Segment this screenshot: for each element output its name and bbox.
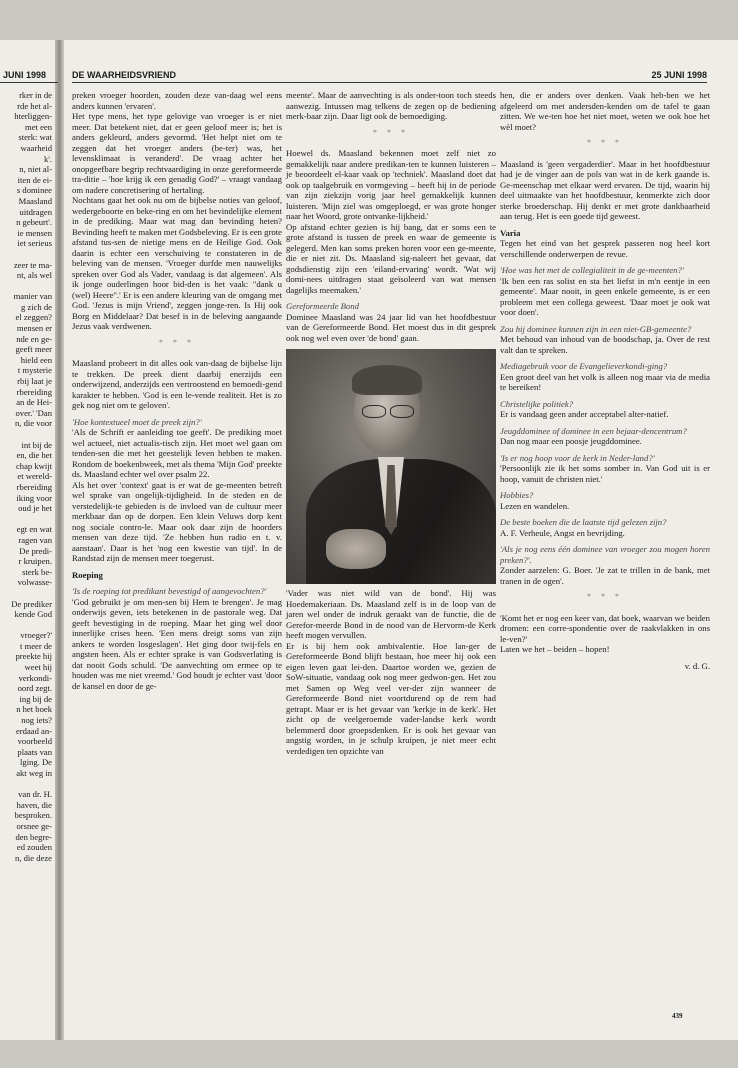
section-separator: * * *: [587, 592, 623, 601]
text-fragment: chap kwijt: [15, 460, 52, 471]
text-fragment: voorbeeld: [17, 736, 52, 747]
section-separator: * * *: [159, 337, 195, 347]
issue-date: 25 JUNI 1998: [651, 70, 707, 80]
text-fragment: el zeggen?: [15, 312, 52, 323]
interview-question: 'Als je nog eens één dominee van vroeger zou mogen horen preken?'.: [500, 544, 710, 565]
paragraph: Als het over 'context' gaat is er wat de ge-meenten betreft wel sprake van ongelijk-tijdigheid. In de steden en de verstedelijk-te gebieden is de invloed van de cultuur meer merkbaar dan op de dorpen. Een klein Veluws dorp kent nog sociale contro-le. Maar ook daar zijn de hoorders mensen van deze tijd. 'Ze hebben hun radio en t. v. aanstaan'. Daar is het 'nog een kwestie van tijd'. In de Randstad zijn de mensen meer toegerust.: [72, 479, 282, 563]
text-fragment: kende God: [14, 609, 52, 620]
glasses-shape: [360, 405, 416, 417]
paragraph: Lezen en wandelen.: [500, 500, 570, 511]
paragraph: Het type mens, het type gelovige van vroeger is er niet meer. Dat betekent niet, dat er geen geloof meer is; het is anders gekleurd, anders gevormd. 'Het helpt niet om te zeggen dat het vroeger anders (be-ter) was, het levensklimaat is veranderd'. De vraag achter het onopgeefbare begrip rechtvaardiging in onze gereformeerde tra-ditie – 'hoe krijg ik een genadig God?' – vraagt vandaag om nadere concretisering of hertaling.: [72, 111, 282, 195]
text-fragment: rde het al-: [17, 100, 52, 111]
text-fragment: rbij laat je: [17, 376, 52, 387]
paragraph: 'Vader was niet wild van de bond'. Hij was Hoedemakeriaan. Ds. Maasland zelf is in de loop van de jaren wel onder de indruk geraakt van de functie, die de Gerefor-meerde Bond in de nood van de Hervorm-de Kerk heeft mogen vervullen.: [286, 588, 496, 640]
interview-question: 'Is de roeping tot predikant bevestigd of aangevochten?': [72, 586, 267, 596]
paragraph: Maasland is 'geen vergaderdier'. Maar in het hoofdbestuur had je de vinger aan de pols van wat in de kerk gaande is. Ge-meenschap met elkaar werd ervaren. De tijd, waarin hij deel uitmaakte van het hoofdbestuur, kenmerkte zich door sterke broederschap. Hij denkt er met grote dankbaarheid aan terug. Het is een goede tijd geweest.: [500, 158, 710, 221]
text-fragment: egt en wat: [16, 524, 52, 535]
text-fragment: met een: [25, 121, 52, 132]
section-separator: * * *: [373, 127, 409, 137]
page-header: [72, 70, 707, 83]
paragraph: preken vroeger hoorden, zouden deze van-daag wel eens anders kunnen 'ervaren'.: [72, 90, 282, 111]
text-fragment: rker in de: [19, 90, 52, 100]
hand-shape: [326, 529, 386, 569]
text-fragment: geeft meer: [15, 344, 52, 355]
text-fragment: nde en ge-: [16, 333, 52, 344]
text-fragment: ragen van: [18, 534, 52, 545]
paragraph: hen, die er anders over denken. Vaak heb-ben we het afgeleerd om met andersden-kenden om de tafel te gaan zitten. We we-ten hoe het niet moet, weten we ook hoe het wèl moet?: [500, 90, 710, 132]
text-fragment: k'.: [44, 153, 52, 164]
paragraph: Dominee Maasland was 24 jaar lid van het hoofdbestuur van de Gereformeerde Bond. Het moest dus in dit gesprek ook nog wel even over 'de bond' gaan.: [286, 311, 496, 343]
text-fragment: oud je het: [18, 503, 52, 514]
text-fragment: [0, 779, 52, 790]
text-fragment: Maasland: [18, 195, 52, 206]
paragraph: Maasland probeert in dit alles ook van-daag de bijbelse lijn te trekken. De preek dient daarbij enerzijds een onderwijzend, anderzijds een vertroostend en bemoedi-gend karakter te hebben. 'God is een le-vende realiteit. Het is zo gek nog niet om te geloven'.: [72, 358, 282, 410]
interview-question: 'Hoe kontextueel moet de preek zijn?': [72, 416, 202, 427]
text-fragment: t mysterie: [17, 365, 52, 376]
column-2: [286, 90, 496, 756]
interview-question: De beste boeken die de laatste tijd gelezen zijn?: [500, 517, 667, 527]
text-fragment: [0, 588, 52, 599]
hair-shape: [352, 365, 422, 395]
paragraph: meente'. Maar de aanvechting is als onder-toon toch steeds aanwezig. Intussen mag telkens de zegen op de bediening merk-baar zijn. Daar ligt ook de bemoediging.: [286, 90, 496, 121]
section-heading: Varia: [500, 227, 521, 238]
paragraph: 'Komt het er nog een keer van, dat boek, waarvan we beiden dromen: een corre-spondentie over de raakvlakken in ons le-ven?': [500, 612, 710, 644]
text-fragment: en, die het: [16, 450, 52, 461]
paragraph: Nochtans gaat het ook nu om de bijbelse noties van geloof, wedergeboorte en beke-ring en om het bevindelijke element in de prediking. Maar wat mag dan bevinding heten? Bevinding heeft te maken met Godsbeleving. Er is een grote afstand tus-sen de nietige mens en de Heilige God. Ook daarin is echter een verschuiving te constateren in de beleving van de mensen. 'Vroeger durfde men nauwelijks spreken over God als Vader, vandaag is dat algemeen'. Als ik jonge ouderlingen hoor bid-den is het vaak: "dank u (wel) Heere".' Er is een andere kleuring van de omgang met God. 'Jezus is mijn Vriend', zeggen jonge-ren. Is Hij ook Borg en Middelaar? Dat besef is in de beleving aangaande Jezus vaak verdwenen.: [72, 195, 282, 331]
text-fragment: zeer te ma-: [13, 259, 52, 270]
interview-question: Christelijke politiek?: [500, 398, 574, 409]
interview-question: Mediagebruik voor de Evangelieverkondi-ging?: [500, 361, 668, 371]
text-fragment: [0, 281, 52, 292]
text-fragment: ing bij de: [19, 693, 52, 704]
text-fragment: plaats van: [17, 746, 52, 757]
section-separator: * * *: [587, 138, 623, 147]
paragraph: 'Persoonlijk zie ik het soms somber in. Van God uit is er hoop, vanuit de christen niet.': [500, 463, 710, 484]
text-fragment: van dr. H.: [18, 789, 52, 800]
text-fragment: hterliggen-: [14, 111, 52, 122]
text-fragment: besproken.: [14, 810, 52, 821]
binding-gutter: [55, 40, 64, 1040]
paragraph: Laten we het – beiden – hopen!: [500, 644, 610, 654]
text-fragment: t meer de: [20, 640, 52, 651]
text-fragment: n gebeurt'.: [16, 217, 52, 228]
text-fragment: n het boek: [16, 704, 52, 715]
text-fragment: [0, 514, 52, 525]
column-3: [500, 90, 710, 671]
text-fragment: De predi-: [19, 545, 52, 556]
text-fragment: De prediker: [11, 598, 52, 609]
text-fragment: rbereiding: [16, 386, 52, 397]
text-fragment: n, die voor: [15, 418, 52, 429]
paragraph: Tegen het eind van het gesprek passeren nog heel kort verschillende onderwerpen de revue.: [500, 238, 710, 259]
magazine-title: DE WAARHEIDSVRIEND: [72, 70, 177, 80]
text-fragment: hield een: [20, 354, 52, 365]
text-fragment: preekte hij: [15, 651, 52, 662]
text-fragment: vroeger?': [20, 630, 52, 641]
paragraph: Dan nog maar een poosje jeugddominee.: [500, 436, 642, 446]
page-number: 439: [672, 1012, 683, 1020]
text-fragment: int bij de: [21, 439, 52, 450]
text-fragment: uitdragen: [19, 206, 52, 217]
column-1: [72, 90, 282, 691]
text-fragment: ed zouden: [16, 842, 52, 853]
paragraph: Met behoud van inhoud van de boodschap, ja. Over de rest valt dan te spreken.: [500, 334, 710, 355]
text-fragment: weet hij: [24, 662, 52, 673]
paragraph: Hoewel ds. Maasland bekennen moet zelf niet zo gemakkelijk naar andere predikan-ten te kunnen luisteren – je beoordeelt el-kaar vaak op 'techniek'. Maasland doet dat ook op taalgebruik en vormgeving – heeft hij in de periode van zijn ziekzijn vorig jaar heel gemakkelijk kunnen luisteren. 'Mijn ziel was omgeploegd, er was grote honger naar het Woord, grote ontvanke-lijkheid.': [286, 148, 496, 221]
text-fragment: den begre-: [15, 831, 52, 842]
text-fragment: volwasse-: [17, 577, 52, 588]
text-fragment: orsnee ge-: [16, 820, 52, 831]
text-fragment: [0, 249, 52, 260]
text-fragment: mensen er: [16, 323, 52, 334]
section-subheading: Gereformeerde Bond: [286, 301, 359, 311]
text-fragment: manier van: [13, 291, 52, 302]
text-fragment: s dominee: [16, 185, 52, 196]
text-fragment: haven, die: [16, 799, 52, 810]
left-page-header: JUNI 1998: [0, 70, 58, 83]
text-fragment: ie mensen: [17, 227, 52, 238]
paragraph: Een groot deel van het volk is alleen nog maar via de media te bereiken!: [500, 371, 710, 392]
text-fragment: [0, 429, 52, 440]
text-fragment: iten de ei-: [17, 174, 52, 185]
text-fragment: over.' 'Dan: [15, 407, 52, 418]
text-fragment: rbereiding: [16, 481, 52, 492]
interview-question: Zou hij dominee kunnen zijn in een niet-GB-gemeente?: [500, 323, 692, 334]
paragraph: Zonder aarzelen: G. Boer. 'Je zat te trillen in de bank, met tranen in de ogen'.: [500, 565, 710, 586]
left-page-fragments: [0, 90, 52, 863]
portrait-photo: [286, 349, 496, 584]
text-fragment: lging. De: [20, 757, 52, 768]
text-fragment: n, niet al-: [19, 164, 52, 175]
text-fragment: iking voor: [16, 492, 52, 503]
paragraph: 'Ik ben een ras solist en sta het liefst in m'n eentje in een gemeente'. Maar nooit, in geen enkele gemeente, is er een probleem met een collega geweest. 'Daar moet je ook wat voor doen'.: [500, 275, 710, 317]
text-fragment: sterk be-: [22, 566, 52, 577]
text-fragment: erdaad an-: [15, 725, 52, 736]
text-fragment: waarheid: [20, 142, 52, 153]
text-fragment: verkondi-: [18, 672, 52, 683]
section-heading: Roeping: [72, 569, 103, 580]
interview-question: Jeugddominee of dominee in een bejaar-dencentrum?: [500, 425, 687, 436]
paragraph: Op afstand echter gezien is hij bang, dat er soms een te grote afstand is tussen de preek en waar de gemeente is gelegerd. Men kan soms preken horen voor een ge-meente, die er niet zit. Ds. Maasland sig-naleert het gevaar, dat godsdienstig zijn een 'eiland-ervaring' wordt. 'Wat wij domi-nees uitdragen staat geïsoleerd van wat mensen dagelijks meemaken.': [286, 221, 496, 295]
paragraph: Er is bij hem ook ambivalentie. Hoe lan-ger de Gereformeerde Bond blijft bestaan, hoe meer hij ook een eigen leven gaat lei-den. Daartoe worden we, gezien de SoW-situatie, vandaag ook nog meer gedwon-gen. Het zou met Samen op Weg veel ver-der zijn wanneer de Gereformeerde Bond niet voortdurend op de rem had getrapt. Maar er is het gevaar van 'kerkje in de kerk'. Het zicht op de veelgeroemde vader-landse kerk wordt belemmerd door groepsdenken. Er is ook het gevaar van angstig worden, in je schulp kruipen, je niet meer echt verdedigen ten opzichte van: [286, 640, 496, 756]
paragraph: A. F. Verheule, Angst en bevrijding.: [500, 527, 625, 538]
text-fragment: g zich de: [20, 301, 52, 312]
interview-question: 'Hoe was het met de collegialiteit in de ge-meenten?': [500, 265, 684, 275]
text-fragment: oord zegt.: [17, 683, 52, 694]
text-fragment: akt weg in: [16, 768, 52, 778]
text-fragment: iet serieus: [17, 238, 52, 249]
text-fragment: sterk: wat: [18, 132, 52, 143]
paragraph: Er is vandaag geen ander acceptabel alter-natief.: [500, 409, 669, 419]
text-fragment: et wereld-: [17, 471, 52, 482]
text-fragment: n, die deze: [15, 852, 52, 863]
text-fragment: [0, 620, 52, 631]
author-signature: v. d. G.: [684, 660, 710, 671]
interview-question: Hobbies?: [500, 490, 534, 500]
interview-question: 'Is er nog hoop voor de kerk in Neder-land?': [500, 452, 655, 463]
paragraph: 'God gebruikt je om men-sen bij Hem te brengen'. Je mag onderwijs geven, iets betekenen in de pastorale weg. Dat geeft bevestiging in de roeping. Maar het ging wel door innerlijke crises heen. 'Een mens dreigt soms van zijn ankers te worden losgeslagen'. Het ging door twij-fels en angsten heen. Als er echter sprake is van Godsverlating is dat nooit Gods schuld. 'De aanvechting om ermee op te houden was me niet vreemd.' God houdt je echter vast 'door de kansel en door de ge-: [72, 596, 282, 691]
text-fragment: an de Hei-: [16, 397, 52, 408]
text-fragment: nt, als wel: [16, 270, 52, 281]
text-fragment: nog iets?: [21, 715, 52, 726]
text-fragment: r kruipen.: [18, 556, 52, 567]
paragraph: 'Als de Schrift er aanleiding toe geeft'. De prediking moet wel actueel, niet actualis-tisch zijn. Het moet wel gaan om tenden-sen die met het geestelijk leven hebben te maken. Rondom de boekenbweek, met als thema 'Mijn God' preekte ds. Maasland echter wel over psalm 22.: [72, 427, 282, 479]
